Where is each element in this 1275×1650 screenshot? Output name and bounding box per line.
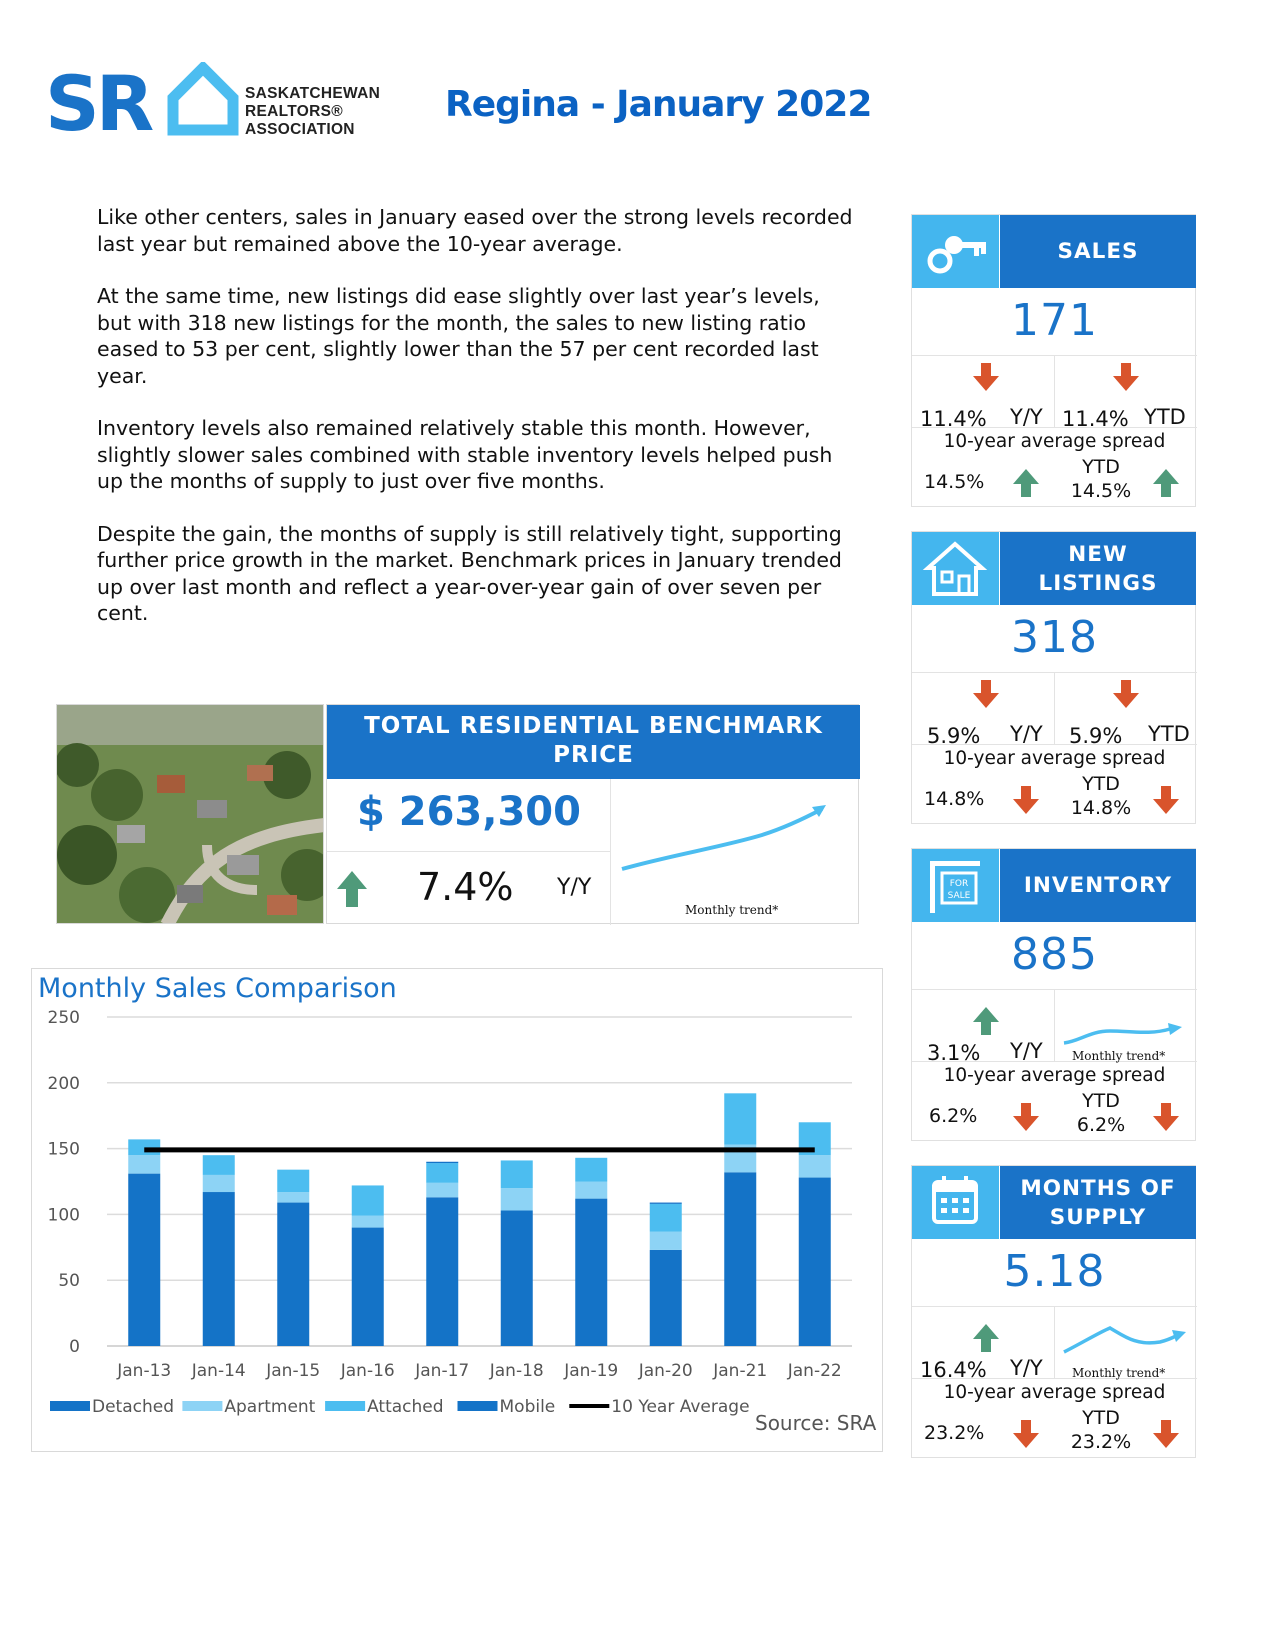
legend-swatch bbox=[50, 1401, 90, 1411]
arrow-down-icon bbox=[972, 361, 1000, 397]
months-of-supply-value: 5.18 bbox=[1003, 1246, 1106, 1297]
sales-ytd-label: YTD bbox=[1144, 405, 1186, 429]
inventory-card bbox=[911, 848, 1196, 1141]
svg-text:FOR: FOR bbox=[949, 879, 969, 889]
bar-segment-apartment bbox=[352, 1216, 384, 1228]
chart-source: Source: SRA bbox=[755, 1411, 877, 1435]
bar-segment-attached bbox=[575, 1158, 607, 1182]
benchmark-title-line-1: TOTAL RESIDENTIAL BENCHMARK bbox=[364, 713, 823, 739]
benchmark-title bbox=[327, 705, 860, 779]
benchmark-title-line-2: PRICE bbox=[553, 742, 634, 768]
bar-segment-detached bbox=[352, 1228, 384, 1346]
inventory-yy-label: Y/Y bbox=[1010, 1039, 1043, 1063]
new-listings-ytd-pct: 5.9% bbox=[1069, 724, 1123, 748]
sales-yy-pct: 11.4% bbox=[920, 407, 987, 431]
spread-ytd-pct: 23.2% bbox=[1070, 1431, 1132, 1453]
intro-paragraph-2: At the same time, new listings did ease slightly over last year’s levels, but with 318 new listings for the month, the sales to new listing ratio eased to 53 per cent, slightly lower than the 57 per cent recorded last year. bbox=[97, 284, 820, 388]
trend-sparkline-icon bbox=[1060, 1314, 1190, 1368]
intro-paragraph-3: Inventory levels also remained relatively stable this month. However, slightly slower sales combined with stable inventory levels helped push up the months of supply to just over five months. bbox=[97, 416, 833, 493]
sales-card-title bbox=[1000, 215, 1196, 288]
card-title-line-2: LISTINGS bbox=[1038, 570, 1158, 596]
card-title-line-1: MONTHS OF bbox=[1020, 1175, 1176, 1201]
x-tick-label: Jan-21 bbox=[713, 1361, 768, 1381]
bar-segment-detached bbox=[799, 1178, 831, 1346]
bar-segment-detached bbox=[724, 1172, 756, 1346]
card-title-line-1: NEW bbox=[1068, 541, 1128, 567]
months-of-supply-spread-label: 10-year average spread bbox=[943, 1382, 1166, 1403]
bar-segment-apartment bbox=[128, 1155, 160, 1173]
divider bbox=[1054, 1306, 1055, 1378]
bar-segment-apartment bbox=[650, 1232, 682, 1250]
y-tick-label: 250 bbox=[47, 1008, 80, 1028]
arrow-up-icon bbox=[972, 1005, 1000, 1041]
bar-segment-detached bbox=[426, 1197, 458, 1346]
bar-segment-detached bbox=[203, 1192, 235, 1346]
new-listings-yy-pct: 5.9% bbox=[927, 724, 981, 748]
inventory-card-title bbox=[1000, 849, 1196, 922]
bar-segment-attached bbox=[426, 1163, 458, 1183]
months-of-supply-card-title bbox=[1000, 1166, 1196, 1239]
legend-label: Attached bbox=[367, 1397, 444, 1417]
sales-yy-label: Y/Y bbox=[1010, 405, 1043, 429]
x-tick-label: Jan-13 bbox=[117, 1361, 172, 1381]
y-tick-label: 50 bbox=[58, 1271, 80, 1292]
intro-text bbox=[97, 204, 857, 653]
arrow-down-icon bbox=[1112, 678, 1140, 714]
bar-segment-apartment bbox=[426, 1183, 458, 1197]
bar-segment-attached bbox=[724, 1093, 756, 1144]
arrow-down-icon bbox=[1012, 1101, 1040, 1137]
x-tick-label: Jan-17 bbox=[415, 1361, 470, 1381]
inventory-spread-label: 10-year average spread bbox=[943, 1065, 1166, 1086]
divider bbox=[1054, 989, 1055, 1061]
new-listings-card bbox=[911, 531, 1196, 824]
bar-segment-apartment bbox=[799, 1155, 831, 1177]
spread-ytd-pct: 14.8% bbox=[1070, 797, 1132, 819]
bar-segment-attached bbox=[277, 1170, 309, 1192]
arrow-up-icon bbox=[972, 1322, 1000, 1358]
x-tick-label: Jan-18 bbox=[489, 1361, 544, 1381]
y-tick-label: 150 bbox=[47, 1139, 80, 1160]
sales-spread-pct: 14.5% bbox=[924, 471, 985, 493]
inventory-spread-ytd bbox=[1062, 1089, 1140, 1137]
bar-segment-apartment bbox=[501, 1188, 533, 1210]
spread-ytd-pct: 14.5% bbox=[1070, 480, 1132, 502]
spread-ytd-pct: 6.2% bbox=[1076, 1114, 1126, 1136]
bar-segment-attached bbox=[128, 1139, 160, 1155]
inventory-trend-label: Monthly trend* bbox=[1072, 1049, 1166, 1063]
months-of-supply-trend-label: Monthly trend* bbox=[1072, 1366, 1166, 1380]
bar-segment-detached bbox=[501, 1210, 533, 1346]
benchmark-change: 7.4% bbox=[417, 865, 514, 909]
bar-segment-apartment bbox=[203, 1175, 235, 1192]
arrow-down-icon bbox=[1012, 1418, 1040, 1454]
keys-icon bbox=[912, 215, 999, 288]
divider bbox=[1054, 355, 1055, 427]
bar-segment-attached bbox=[352, 1185, 384, 1215]
arrow-down-icon bbox=[1152, 1101, 1180, 1137]
card-title-text: SALES bbox=[1057, 239, 1139, 264]
inventory-spread-pct: 6.2% bbox=[929, 1105, 978, 1127]
spread-ytd-label: YTD bbox=[1082, 773, 1120, 795]
sra-logo-mark bbox=[45, 62, 245, 144]
benchmark-price: $ 263,300 bbox=[357, 789, 581, 835]
legend-label: Detached bbox=[92, 1397, 175, 1417]
x-tick-label: Jan-22 bbox=[787, 1361, 842, 1381]
org-line-3: ASSOCIATION bbox=[245, 121, 355, 138]
legend-swatch bbox=[182, 1401, 222, 1411]
monthly-sales-chart bbox=[31, 968, 883, 1452]
arrow-down-icon bbox=[972, 678, 1000, 714]
bar-segment-attached bbox=[501, 1160, 533, 1188]
trend-label: Monthly trend* bbox=[685, 903, 779, 917]
bar-segment-detached bbox=[128, 1174, 160, 1346]
bar-segment-attached bbox=[203, 1155, 235, 1175]
y-tick-label: 200 bbox=[47, 1073, 80, 1094]
y-tick-label: 100 bbox=[47, 1205, 80, 1226]
new-listings-ytd-label: YTD bbox=[1148, 722, 1190, 746]
new-listings-yy-label: Y/Y bbox=[1010, 722, 1043, 746]
sales-card bbox=[911, 214, 1196, 507]
new-listings-spread-label: 10-year average spread bbox=[943, 748, 1166, 769]
house-icon bbox=[912, 532, 999, 605]
bar-segment-apartment bbox=[575, 1182, 607, 1199]
sales-value: 171 bbox=[1011, 295, 1098, 346]
inventory-value: 885 bbox=[1011, 929, 1098, 980]
intro-paragraph-4: Despite the gain, the months of supply is still relatively tight, supporting further price growth in the market. Benchmark prices in January trended up over last month and reflect a year-over-year gain of over seven per cent. bbox=[97, 521, 842, 625]
intro-paragraph-1: Like other centers, sales in January eased over the strong levels recorded last year but remained above the 10-year average. bbox=[97, 205, 853, 256]
for-sale-sign-icon bbox=[912, 849, 999, 922]
benchmark-price-panel bbox=[326, 704, 859, 924]
new-listings-value: 318 bbox=[1011, 612, 1098, 663]
months-of-supply-yy-pct: 16.4% bbox=[920, 1358, 987, 1382]
bar-segment-attached bbox=[650, 1204, 682, 1232]
bar-segment-detached bbox=[277, 1203, 309, 1346]
months-of-supply-yy-label: Y/Y bbox=[1010, 1356, 1043, 1380]
neighbourhood-aerial-photo bbox=[56, 704, 324, 924]
bar-segment-mobile bbox=[650, 1203, 682, 1204]
legend-label: Mobile bbox=[499, 1397, 556, 1417]
page-title: Regina - January 2022 bbox=[445, 84, 872, 125]
legend-swatch bbox=[325, 1401, 365, 1411]
months-of-supply-spread-ytd bbox=[1062, 1406, 1140, 1454]
months-of-supply-spread-pct: 23.2% bbox=[924, 1422, 985, 1444]
org-name bbox=[245, 85, 380, 139]
sales-spread-ytd bbox=[1062, 455, 1140, 503]
months-of-supply-card bbox=[911, 1165, 1196, 1458]
spread-ytd-label: YTD bbox=[1082, 456, 1120, 478]
arrow-down-icon bbox=[1112, 361, 1140, 397]
sales-ytd-pct: 11.4% bbox=[1062, 407, 1129, 431]
benchmark-change-label: Y/Y bbox=[557, 875, 592, 900]
bar-segment-mobile bbox=[426, 1162, 458, 1163]
sales-spread-label: 10-year average spread bbox=[943, 431, 1166, 452]
arrow-down-icon bbox=[1152, 1418, 1180, 1454]
x-tick-label: Jan-15 bbox=[266, 1361, 321, 1381]
x-tick-label: Jan-20 bbox=[638, 1361, 693, 1381]
spread-ytd-label: YTD bbox=[1082, 1407, 1120, 1429]
svg-text:SR: SR bbox=[45, 62, 151, 144]
inventory-yy-pct: 3.1% bbox=[927, 1041, 981, 1065]
svg-text:SALE: SALE bbox=[947, 891, 971, 901]
divider bbox=[610, 779, 611, 925]
legend-swatch bbox=[458, 1401, 498, 1411]
x-tick-label: Jan-16 bbox=[340, 1361, 395, 1381]
chart-title: Monthly Sales Comparison bbox=[38, 973, 397, 1004]
new-listings-card-title bbox=[1000, 532, 1196, 605]
y-tick-label: 0 bbox=[69, 1337, 80, 1357]
new-listings-spread-pct: 14.8% bbox=[924, 788, 985, 810]
arrow-up-icon bbox=[335, 869, 369, 913]
calendar-icon bbox=[912, 1166, 999, 1239]
card-title-text: INVENTORY bbox=[1023, 873, 1173, 898]
x-tick-label: Jan-14 bbox=[191, 1361, 246, 1381]
arrow-up-icon bbox=[1012, 467, 1040, 503]
legend-label: Apartment bbox=[224, 1397, 316, 1417]
org-line-1: SASKATCHEWAN bbox=[245, 85, 381, 102]
bar-segment-apartment bbox=[277, 1192, 309, 1203]
arrow-down-icon bbox=[1012, 784, 1040, 820]
legend-label: 10 Year Average bbox=[611, 1397, 750, 1417]
card-title-line-2: SUPPLY bbox=[1049, 1204, 1147, 1230]
bar-segment-detached bbox=[575, 1199, 607, 1346]
chart-canvas bbox=[32, 969, 884, 1453]
x-tick-label: Jan-19 bbox=[564, 1361, 619, 1381]
new-listings-spread-ytd bbox=[1062, 772, 1140, 820]
divider bbox=[1054, 672, 1055, 744]
bar-segment-detached bbox=[650, 1250, 682, 1346]
arrow-up-icon bbox=[1152, 467, 1180, 503]
trend-sparkline-icon bbox=[612, 797, 842, 891]
org-line-2: REALTORS® bbox=[245, 103, 343, 120]
spread-ytd-label: YTD bbox=[1082, 1090, 1120, 1112]
arrow-down-icon bbox=[1152, 784, 1180, 820]
divider bbox=[327, 851, 610, 852]
trend-sparkline-icon bbox=[1060, 1017, 1190, 1053]
